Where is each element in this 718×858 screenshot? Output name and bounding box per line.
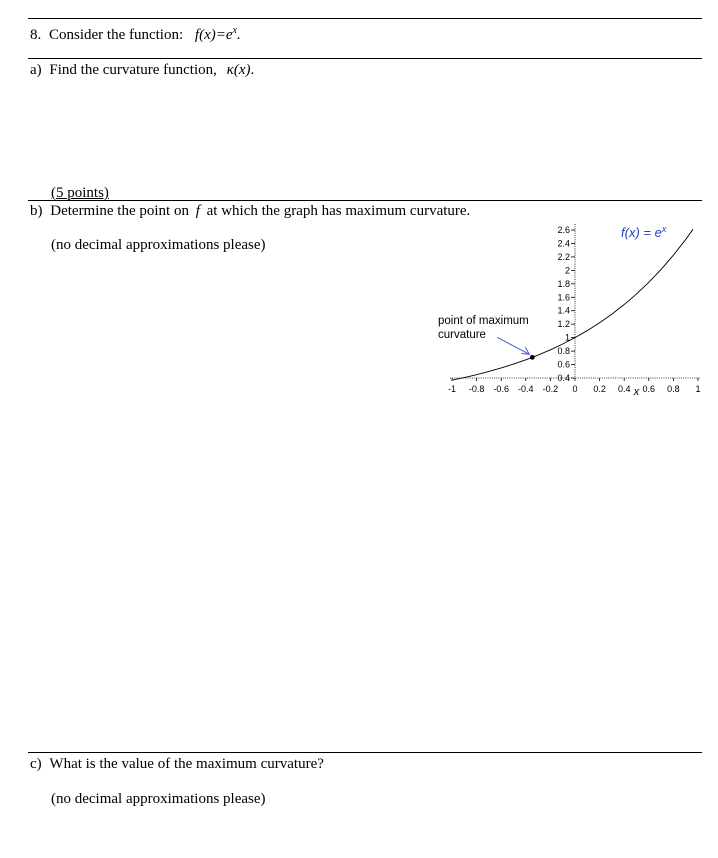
x-tick-label: 0.6 <box>642 384 656 394</box>
function-base: f(x)=e <box>194 27 233 43</box>
y-tick-label: 1.6 <box>557 292 570 303</box>
y-tick-label: 2.2 <box>557 251 570 262</box>
exp-curve <box>452 229 693 380</box>
x-tick-label: 0.8 <box>667 384 680 394</box>
part-a-label: a) <box>30 62 42 78</box>
y-tick-label: 1.8 <box>557 278 570 289</box>
annotation-line-1: point of maximum <box>438 315 529 327</box>
y-tick-label: 2 <box>564 265 570 276</box>
part-a-text: Find the curvature function, <box>49 62 217 78</box>
annotation-arrow-line <box>497 337 529 354</box>
function-period: . <box>236 27 241 43</box>
y-tick-label: 1.2 <box>557 319 570 330</box>
part-b-note: (no decimal approximations please) <box>51 237 266 253</box>
part-c-note: (no decimal approximations please) <box>51 791 266 807</box>
x-tick-label: -1 <box>447 384 457 394</box>
part-c-label: c) <box>30 756 42 772</box>
part-a-rule <box>28 58 702 59</box>
curve-label-base: f(x) = e <box>621 225 662 240</box>
x-tick-label: -0.6 <box>493 384 509 394</box>
x-ticks <box>448 378 701 394</box>
kappa-expression: κ(x) <box>226 62 251 78</box>
function-expression <box>195 27 241 43</box>
x-tick-label: 1 <box>695 384 701 394</box>
part-b-label: b) <box>30 203 43 219</box>
part-c-prompt <box>30 755 324 773</box>
question-number: 8. <box>30 27 42 43</box>
max-curvature-point <box>530 355 535 360</box>
curve-label-exponent: x <box>661 224 667 234</box>
x-tick-label: 0 <box>572 384 578 394</box>
function-exponent: x <box>232 25 237 36</box>
x-tick-label: -0.2 <box>542 384 559 394</box>
x-axis-label: x <box>633 386 640 398</box>
part-c-text: What is the value of the maximum curvature? <box>49 756 324 772</box>
annotation-line-2: curvature <box>438 329 486 341</box>
y-tick-label: 0.6 <box>557 359 570 370</box>
y-tick-label: 2.4 <box>557 238 570 249</box>
exp-graph <box>430 212 712 402</box>
graph-axes <box>450 224 700 378</box>
y-ticks <box>557 225 575 383</box>
top-rule <box>28 18 702 19</box>
x-tick-label: 0.4 <box>617 384 631 394</box>
part-a-points: (5 points) <box>51 185 109 201</box>
part-b-text-after: at which the graph has maximum curvature. <box>206 203 471 219</box>
x-tick-label: -0.8 <box>468 384 485 394</box>
curve-label <box>621 224 667 240</box>
x-tick-label: 0.2 <box>593 384 606 394</box>
part-b-f-symbol: f <box>195 203 200 219</box>
y-tick-label: 0.8 <box>557 346 570 357</box>
y-tick-label: 1.4 <box>557 305 570 316</box>
x-tick-label: -0.4 <box>518 384 534 394</box>
part-b-text: Determine the point on <box>50 203 189 219</box>
question-intro: Consider the function: <box>49 27 184 43</box>
part-b-prompt <box>30 202 470 220</box>
part-a-prompt <box>30 61 254 79</box>
part-b-rule <box>28 200 702 201</box>
kappa-period: . <box>250 62 255 78</box>
y-tick-label: 1 <box>564 332 570 343</box>
y-tick-label: 0.4 <box>557 373 570 383</box>
part-c-rule <box>28 752 702 753</box>
question-header <box>30 22 241 44</box>
y-tick-label: 2.6 <box>557 225 570 235</box>
